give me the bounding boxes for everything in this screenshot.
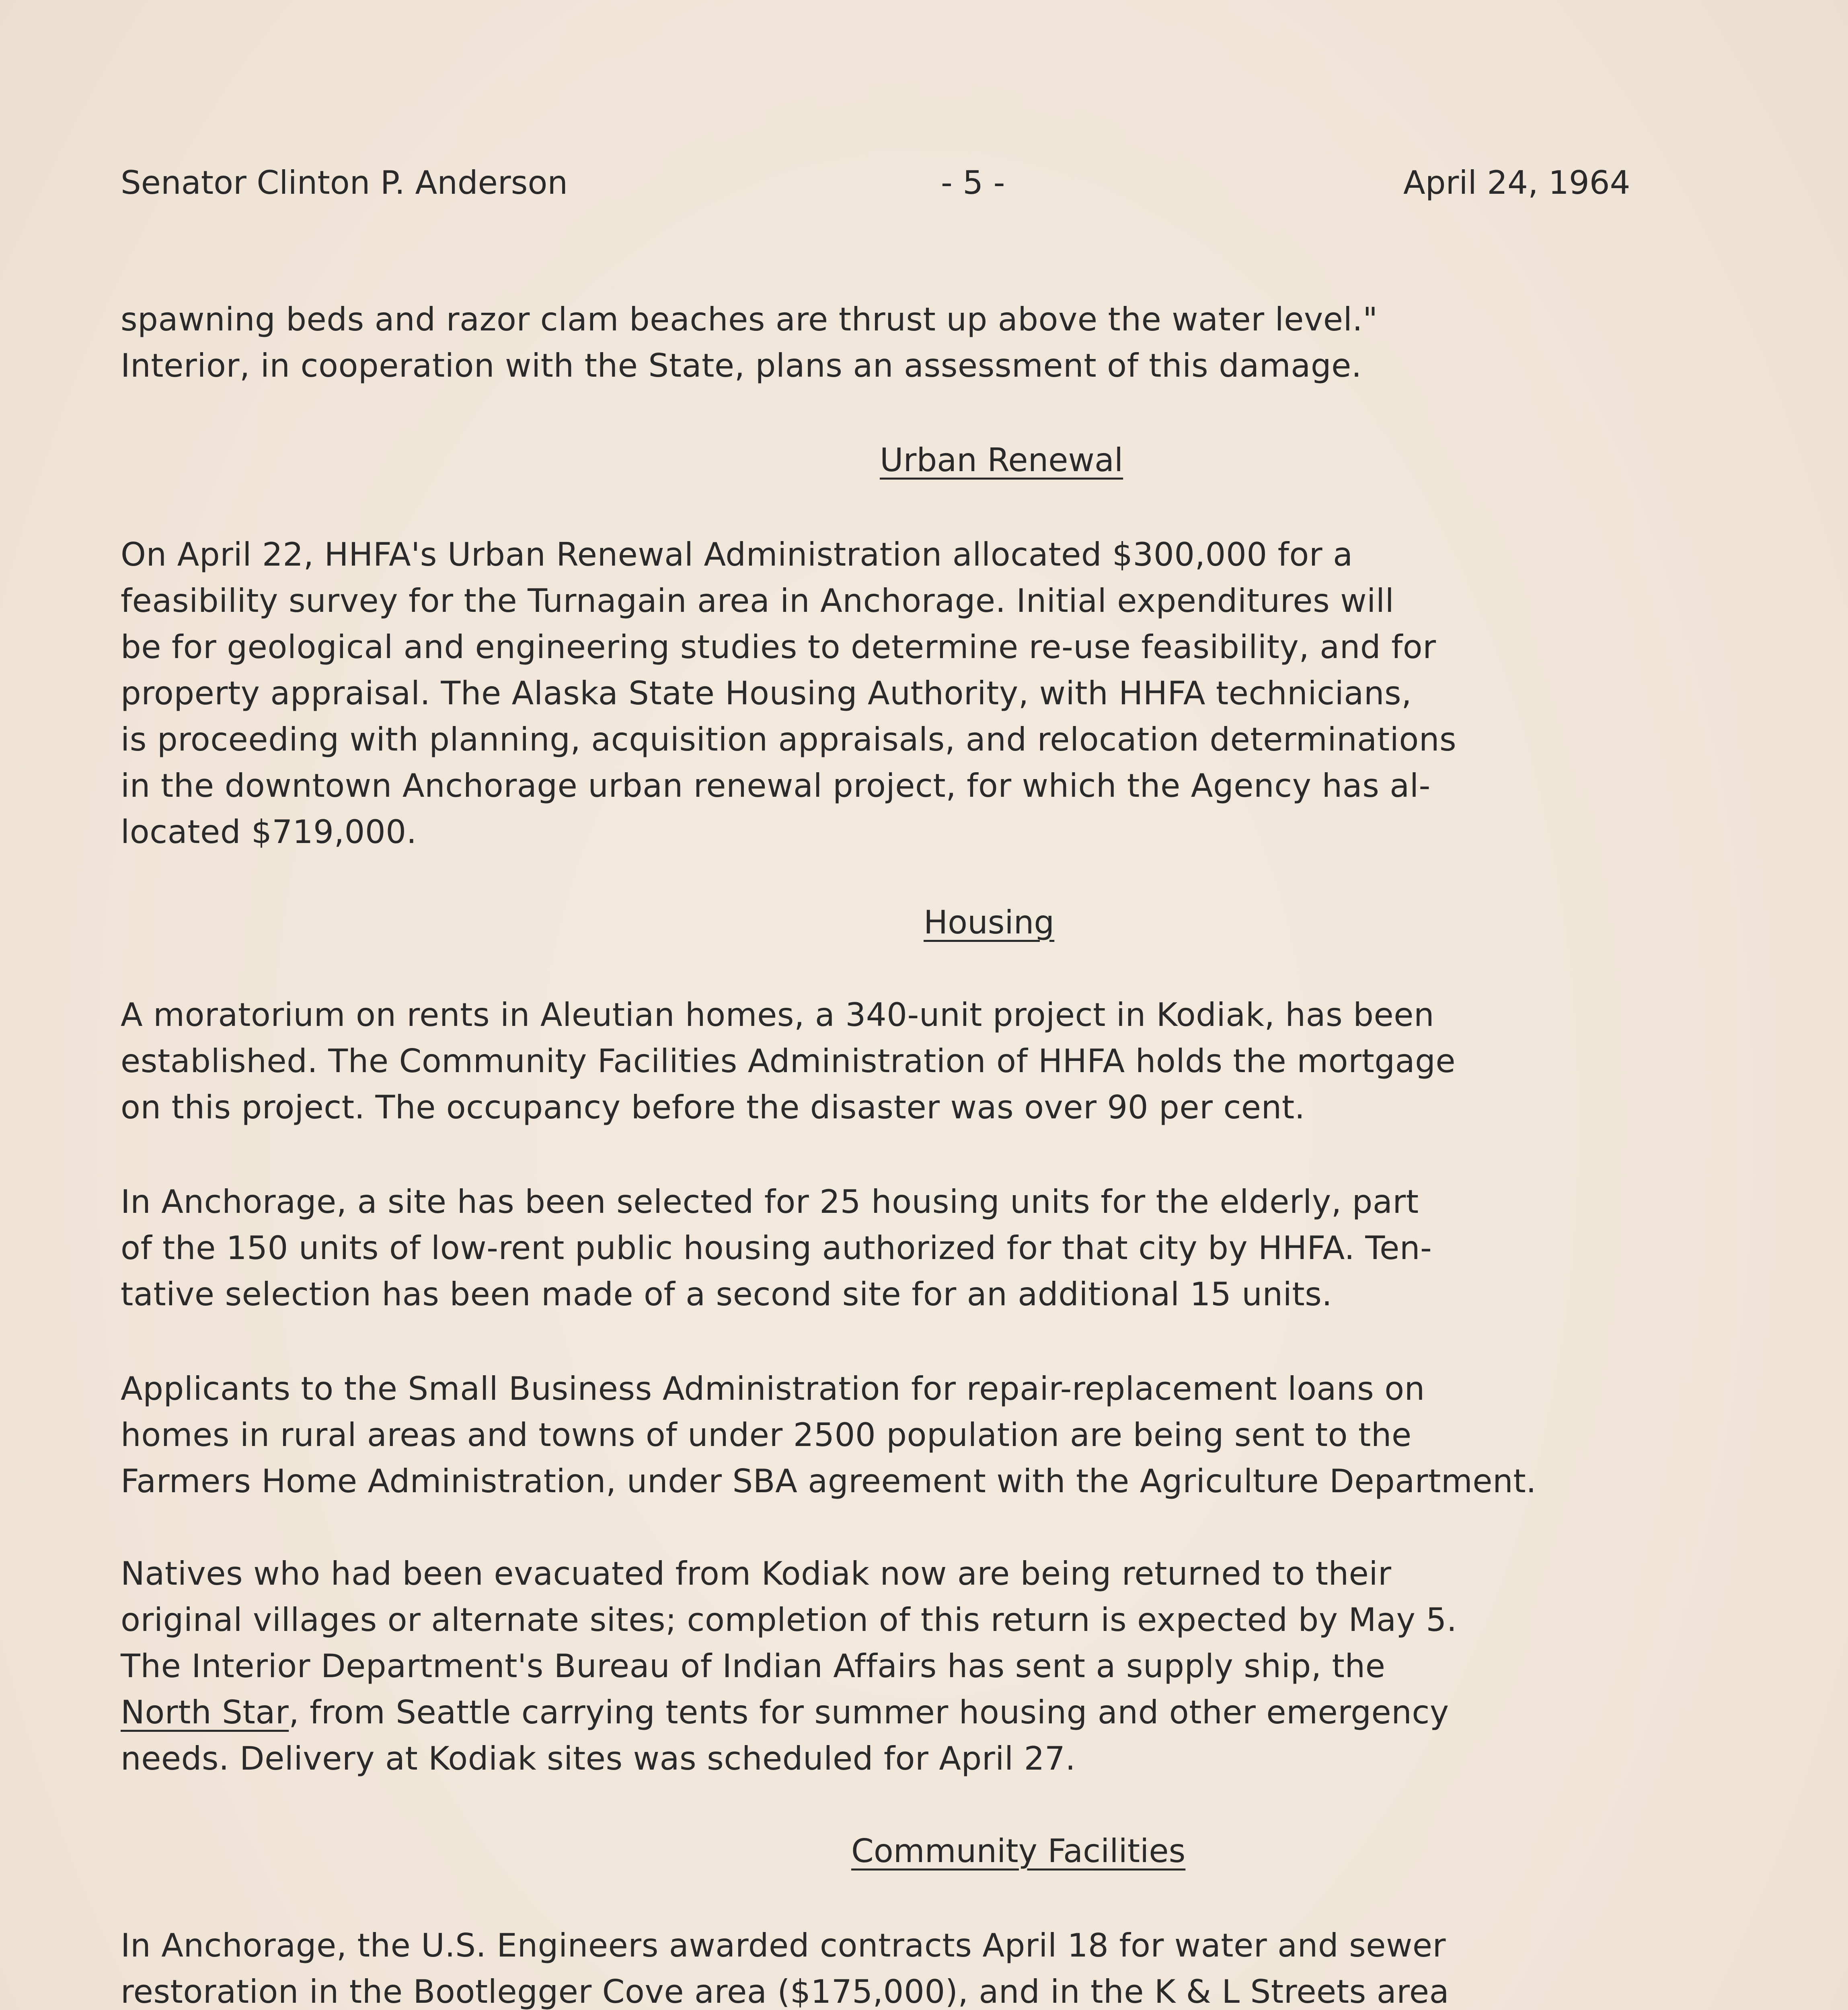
body-line: The Interior Department's Bureau of Indian Affairs has sent a supply ship, the xyxy=(121,1647,1386,1685)
body-line: spawning beds and razor clam beaches are thrust up above the water level." xyxy=(121,301,1378,338)
body-line: homes in rural areas and towns of under 2500 population are being sent to the xyxy=(121,1416,1412,1454)
body-line: tative selection has been made of a second site for an additional 15 units. xyxy=(121,1276,1333,1313)
body-line: on this project. The occupancy before the disaster was over 90 per cent. xyxy=(121,1089,1305,1126)
body-line: Interior, in cooperation with the State, plans an assessment of this damage. xyxy=(121,347,1362,384)
body-line: In Anchorage, a site has been selected for 25 housing units for the elderly, part xyxy=(121,1183,1419,1220)
body-line: needs. Delivery at Kodiak sites was scheduled for April 27. xyxy=(121,1740,1076,1777)
body-line: restoration in the Bootlegger Cove area ($175,000), and in the K & L Streets area xyxy=(121,1973,1450,2010)
body-line: Applicants to the Small Business Administration for repair-replacement loans on xyxy=(121,1370,1425,1407)
body-line: In Anchorage, the U.S. Engineers awarded contracts April 18 for water and sewer xyxy=(121,1927,1446,1964)
body-line: of the 150 units of low-rent public housing authorized for that city by HHFA. Ten- xyxy=(121,1229,1432,1267)
body-line-rest: , from Seattle carrying tents for summer housing and other emergency xyxy=(289,1694,1449,1731)
body-line: located $719,000. xyxy=(121,813,417,851)
body-line: feasibility survey for the Turnagain area in Anchorage. Initial expenditures will xyxy=(121,582,1394,619)
header-date: April 24, 1964 xyxy=(1403,164,1630,201)
ship-name: North Star xyxy=(121,1694,289,1731)
section-heading-housing: Housing xyxy=(924,904,1055,941)
section-heading-urban-renewal: Urban Renewal xyxy=(880,441,1123,479)
body-line: be for geological and engineering studies to determine re-use feasibility, and for xyxy=(121,628,1436,666)
body-line: established. The Community Facilities Administration of HHFA holds the mortgage xyxy=(121,1042,1456,1080)
body-line: Natives who had been evacuated from Kodiak now are being returned to their xyxy=(121,1555,1392,1592)
body-line: Farmers Home Administration, under SBA agreement with the Agriculture Department. xyxy=(121,1462,1537,1500)
header-page-number: - 5 - xyxy=(941,164,1005,201)
body-line: A moratorium on rents in Aleutian homes, a 340-unit project in Kodiak, has been xyxy=(121,996,1435,1034)
body-line: property appraisal. The Alaska State Housing Authority, with HHFA technicians, xyxy=(121,675,1412,712)
body-line: original villages or alternate sites; completion of this return is expected by May 5. xyxy=(121,1601,1457,1639)
body-line: On April 22, HHFA's Urban Renewal Administration allocated $300,000 for a xyxy=(121,536,1353,573)
body-line: in the downtown Anchorage urban renewal project, for which the Agency has al- xyxy=(121,767,1431,804)
header-addressee: Senator Clinton P. Anderson xyxy=(121,164,568,201)
section-heading-community-facilities: Community Facilities xyxy=(851,1832,1186,1870)
body-line xyxy=(121,1692,1449,1733)
body-line: is proceeding with planning, acquisition appraisals, and relocation determinations xyxy=(121,721,1457,758)
